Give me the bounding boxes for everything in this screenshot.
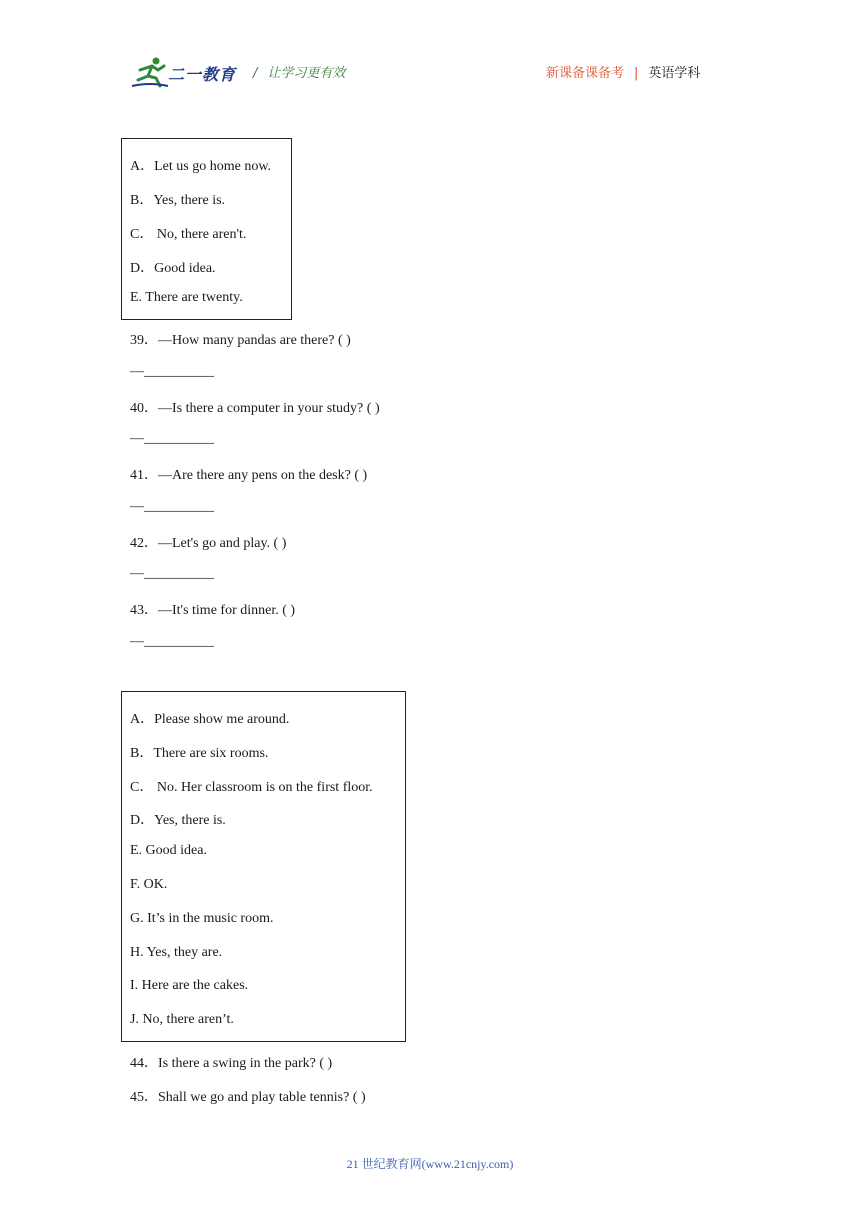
answer-blank: —__________ — [130, 431, 214, 446]
question-39: 39．—How many pandas are there? ( ) — [130, 333, 351, 348]
option-item: D．Good idea. — [130, 261, 216, 276]
logo-text: 二一教育 — [168, 65, 237, 84]
option-item: D．Yes, there is. — [130, 813, 226, 828]
slogan-slash: / — [253, 66, 258, 81]
option-item: H. Yes, they are. — [130, 945, 223, 960]
option-item: E. Good idea. — [130, 843, 207, 858]
header-subject — [546, 62, 700, 81]
option-item: J. No, there aren’t. — [130, 1012, 234, 1027]
option-item: C． No, there aren't. — [130, 227, 247, 242]
question-43: 43．—It's time for dinner. ( ) — [130, 603, 296, 618]
question-45: 45．Shall we go and play table tennis? ( ) — [130, 1090, 366, 1105]
question-41: 41．—Are there any pens on the desk? ( ) — [130, 468, 368, 483]
option-item: B．Yes, there is. — [130, 193, 226, 208]
question-40: 40．—Is there a computer in your study? ( ) — [130, 401, 380, 416]
answer-blank: —__________ — [130, 566, 214, 581]
option-item: A．Let us go home now. — [130, 159, 272, 174]
brand-logo — [130, 56, 240, 90]
answer-blank: —__________ — [130, 364, 214, 379]
slogan-text: 让学习更有效 — [267, 66, 346, 81]
header-subject-label: 英语学科 — [648, 66, 701, 81]
answer-blank: —__________ — [130, 499, 214, 514]
header-separator: | — [634, 66, 639, 81]
option-item: A．Please show me around. — [130, 712, 290, 727]
page-header — [0, 0, 860, 100]
option-item: I. Here are the cakes. — [130, 978, 249, 993]
option-item: G. It’s in the music room. — [130, 911, 274, 926]
option-item: C． No. Her classroom is on the first floor. — [130, 780, 373, 795]
option-item: F. OK. — [130, 877, 168, 892]
options-box-2 — [121, 691, 406, 1042]
slogan — [253, 62, 345, 81]
question-42: 42．—Let's go and play. ( ) — [130, 536, 287, 551]
option-item: B．There are six rooms. — [130, 746, 269, 761]
question-44: 44．Is there a swing in the park? ( ) — [130, 1056, 333, 1071]
runner-icon — [130, 56, 170, 88]
page-footer: 21 世纪教育网(www.21cnjy.com) — [346, 1157, 514, 1171]
options-box-1 — [121, 138, 292, 320]
answer-blank: —__________ — [130, 634, 214, 649]
header-course-label: 新课备课备考 — [546, 66, 625, 81]
option-item: E. There are twenty. — [130, 290, 243, 305]
